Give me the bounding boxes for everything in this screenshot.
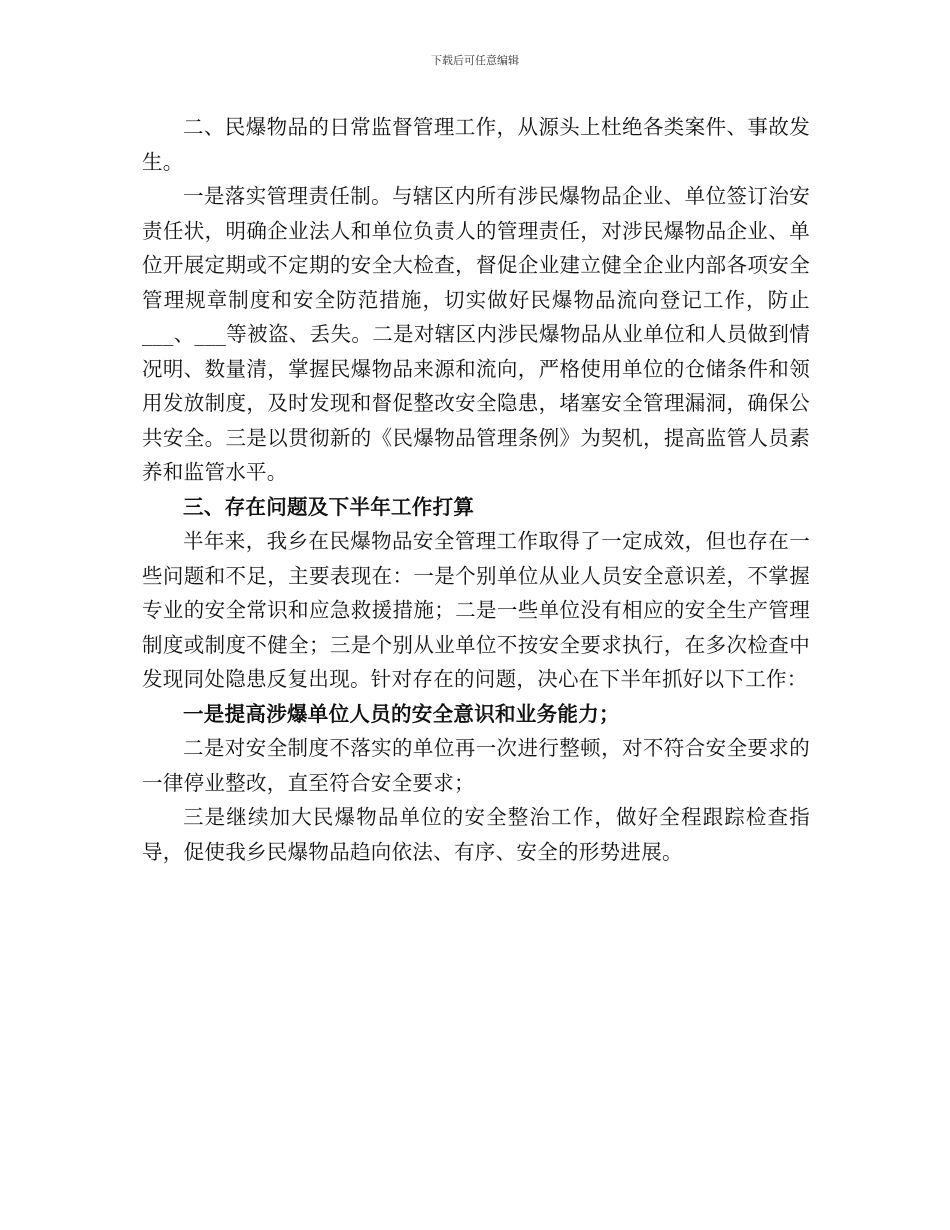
section-three-heading: 三、存在问题及下半年工作打算 — [183, 494, 475, 519]
plan-item-2: 二是对安全制度不落实的单位再一次进行整顿，对不符合安全要求的一律停业整改，直至符合安全要求； — [142, 736, 810, 795]
paragraph-responsibility: 一是落实管理责任制。与辖区内所有涉民爆物品企业、单位签订治安责任状，明确企业法人和单位负责人的管理责任，对涉民爆物品企业、单位开展定期或不定期的安全大检查，督促企业建立健全企业内部各项安全管理规章制度和安全防范措施，切实做好民爆物品流向登记工作，防止___、___等被盗、丢失。二是对辖区内涉民爆物品从业单位和人员做到情况明、数量清，掌握民爆物品来源和流向，严格使用单位的仓储条件和领用发放制度，及时发现和督促整改安全隐患，堵塞安全管理漏洞，确保公共安全。三是以贯彻新的《民爆物品管理条例》为契机，提高监管人员素养和监管水平。 — [142, 184, 810, 484]
plan-item-3: 三是继续加大民爆物品单位的安全整治工作，做好全程跟踪检查指导，促使我乡民爆物品趋向依法、有序、安全的形势进展。 — [142, 805, 810, 864]
paragraph-problems: 半年来，我乡在民爆物品安全管理工作取得了一定成效，但也存在一些问题和不足，主要表现在：一是个别单位从业人员安全意识差，不掌握专业的安全常识和应急救援措施；二是一些单位没有相应的安全生产管理制度或制度不健全；三是个别从业单位不按安全要求执行，在多次检查中发现同处隐患反复出现。针对存在的问题，决心在下半年抓好以下工作： — [142, 529, 810, 691]
page-header-note: 下载后可任意编辑 — [431, 54, 519, 67]
document-body — [142, 110, 810, 869]
plan-item-1: 一是提高涉爆单位人员的安全意识和业务能力； — [183, 701, 620, 726]
section-two-heading: 二、民爆物品的日常监督管理工作，从源头上杜绝各类案件、事故发生。 — [142, 115, 810, 174]
